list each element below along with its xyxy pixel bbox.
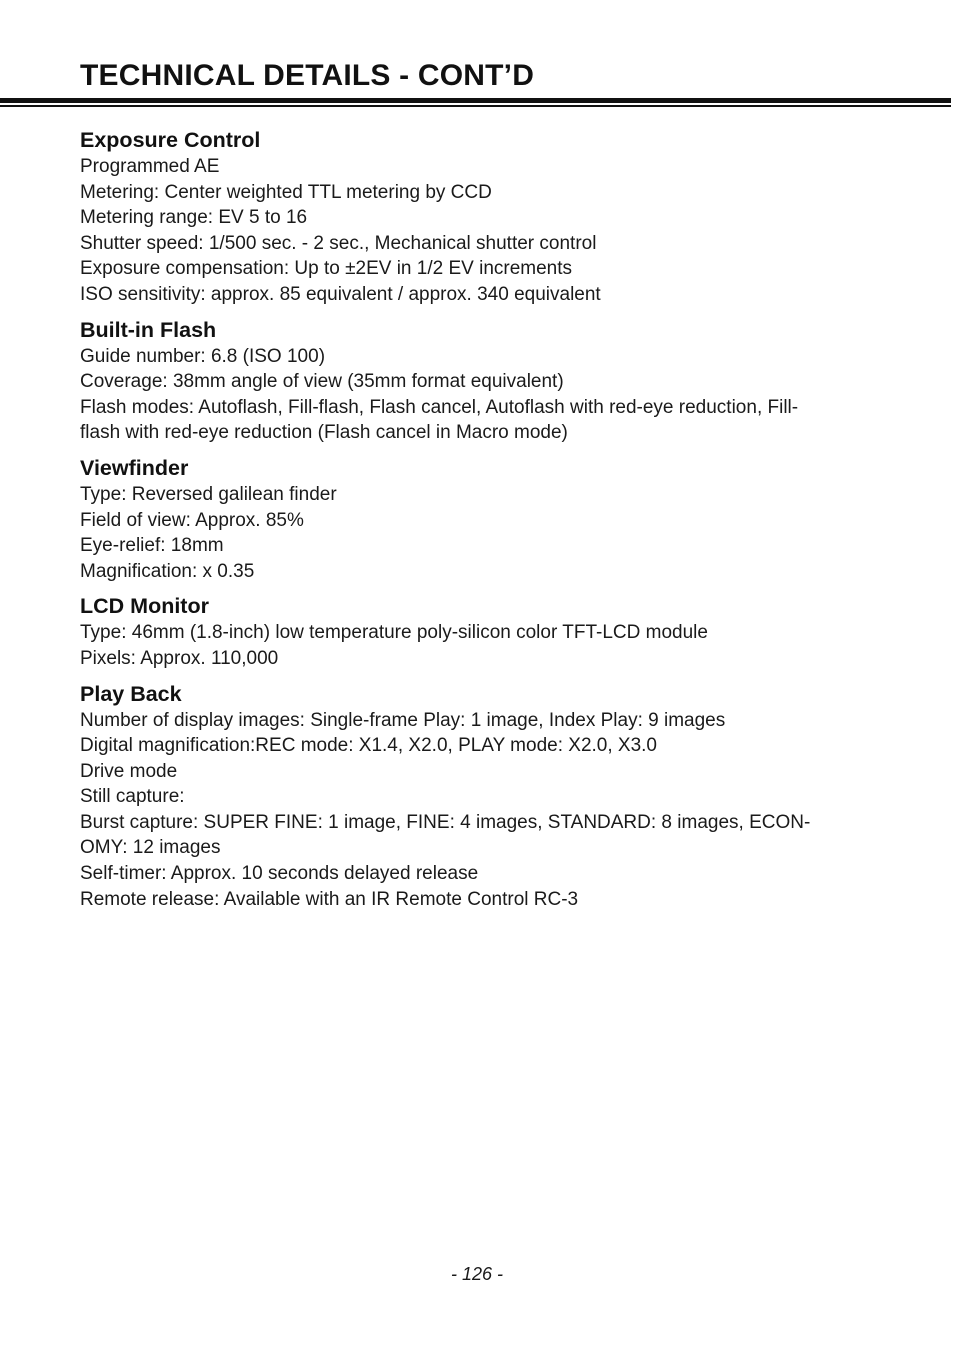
section-lines bbox=[80, 620, 880, 671]
spec-line: Shutter speed: 1/500 sec. - 2 sec., Mechanical shutter control bbox=[80, 232, 597, 254]
section-lines bbox=[80, 154, 880, 308]
spec-line: Metering: Center weighted TTL metering by CCD bbox=[80, 181, 492, 203]
section-lines bbox=[80, 708, 880, 913]
title-divider-thick bbox=[0, 98, 951, 103]
spec-content bbox=[80, 126, 880, 920]
section-heading: Built-in Flash bbox=[80, 317, 217, 342]
section-exposure-control bbox=[80, 126, 880, 308]
section-lcd-monitor bbox=[80, 592, 880, 671]
page-number: - 126 - bbox=[450, 1264, 504, 1284]
section-heading: Play Back bbox=[80, 681, 182, 706]
spec-line: OMY: 12 images bbox=[80, 837, 221, 859]
section-built-in-flash bbox=[80, 316, 880, 446]
spec-line: Coverage: 38mm angle of view (35mm format equivalent) bbox=[80, 371, 564, 393]
section-heading: Exposure Control bbox=[80, 128, 261, 152]
spec-line: Self-timer: Approx. 10 seconds delayed release bbox=[80, 863, 479, 885]
spec-line: Eye-relief: 18mm bbox=[80, 535, 224, 557]
spec-line: ISO sensitivity: approx. 85 equivalent / approx. 340 equivalent bbox=[80, 283, 601, 305]
spec-line: Pixels: Approx. 110,000 bbox=[80, 647, 279, 669]
page-title: TECHNICAL DETAILS - CONT’D bbox=[80, 59, 535, 92]
section-play-back bbox=[80, 680, 880, 913]
spec-line: Programmed AE bbox=[80, 156, 220, 177]
section-lines bbox=[80, 344, 880, 446]
title-divider-thin bbox=[0, 105, 951, 107]
spec-line: Exposure compensation: Up to ±2EV in 1/2 EV increments bbox=[80, 258, 573, 280]
spec-line: flash with red-eye reduction (Flash cancel in Macro mode) bbox=[80, 422, 568, 444]
section-viewfinder bbox=[80, 454, 880, 584]
spec-line: Field of view: Approx. 85% bbox=[80, 509, 304, 531]
section-heading: Viewfinder bbox=[80, 455, 189, 480]
spec-line: Still capture: bbox=[80, 786, 185, 808]
section-lines bbox=[80, 482, 880, 584]
spec-line: Burst capture: SUPER FINE: 1 image, FINE: 4 images, STANDARD: 8 images, ECON- bbox=[80, 811, 811, 833]
spec-line: Number of display images: Single-frame Play: 1 image, Index Play: 9 images bbox=[80, 709, 726, 731]
spec-line: Drive mode bbox=[80, 760, 178, 782]
spec-line: Remote release: Available with an IR Remote Control RC-3 bbox=[80, 888, 579, 910]
spec-line: Type: Reversed galilean finder bbox=[80, 483, 337, 505]
spec-line: Digital magnification:REC mode: X1.4, X2.0, PLAY mode: X2.0, X3.0 bbox=[80, 735, 657, 757]
spec-line: Flash modes: Autoflash, Fill-flash, Flash cancel, Autoflash with red-eye reduction, Fill- bbox=[80, 396, 799, 418]
section-heading: LCD Monitor bbox=[80, 594, 209, 619]
spec-line: Magnification: x 0.35 bbox=[80, 560, 255, 582]
spec-line: Metering range: EV 5 to 16 bbox=[80, 207, 308, 229]
spec-line: Guide number: 6.8 (ISO 100) bbox=[80, 345, 326, 367]
spec-line: Type: 46mm (1.8-inch) low temperature poly-silicon color TFT-LCD module bbox=[80, 622, 708, 644]
